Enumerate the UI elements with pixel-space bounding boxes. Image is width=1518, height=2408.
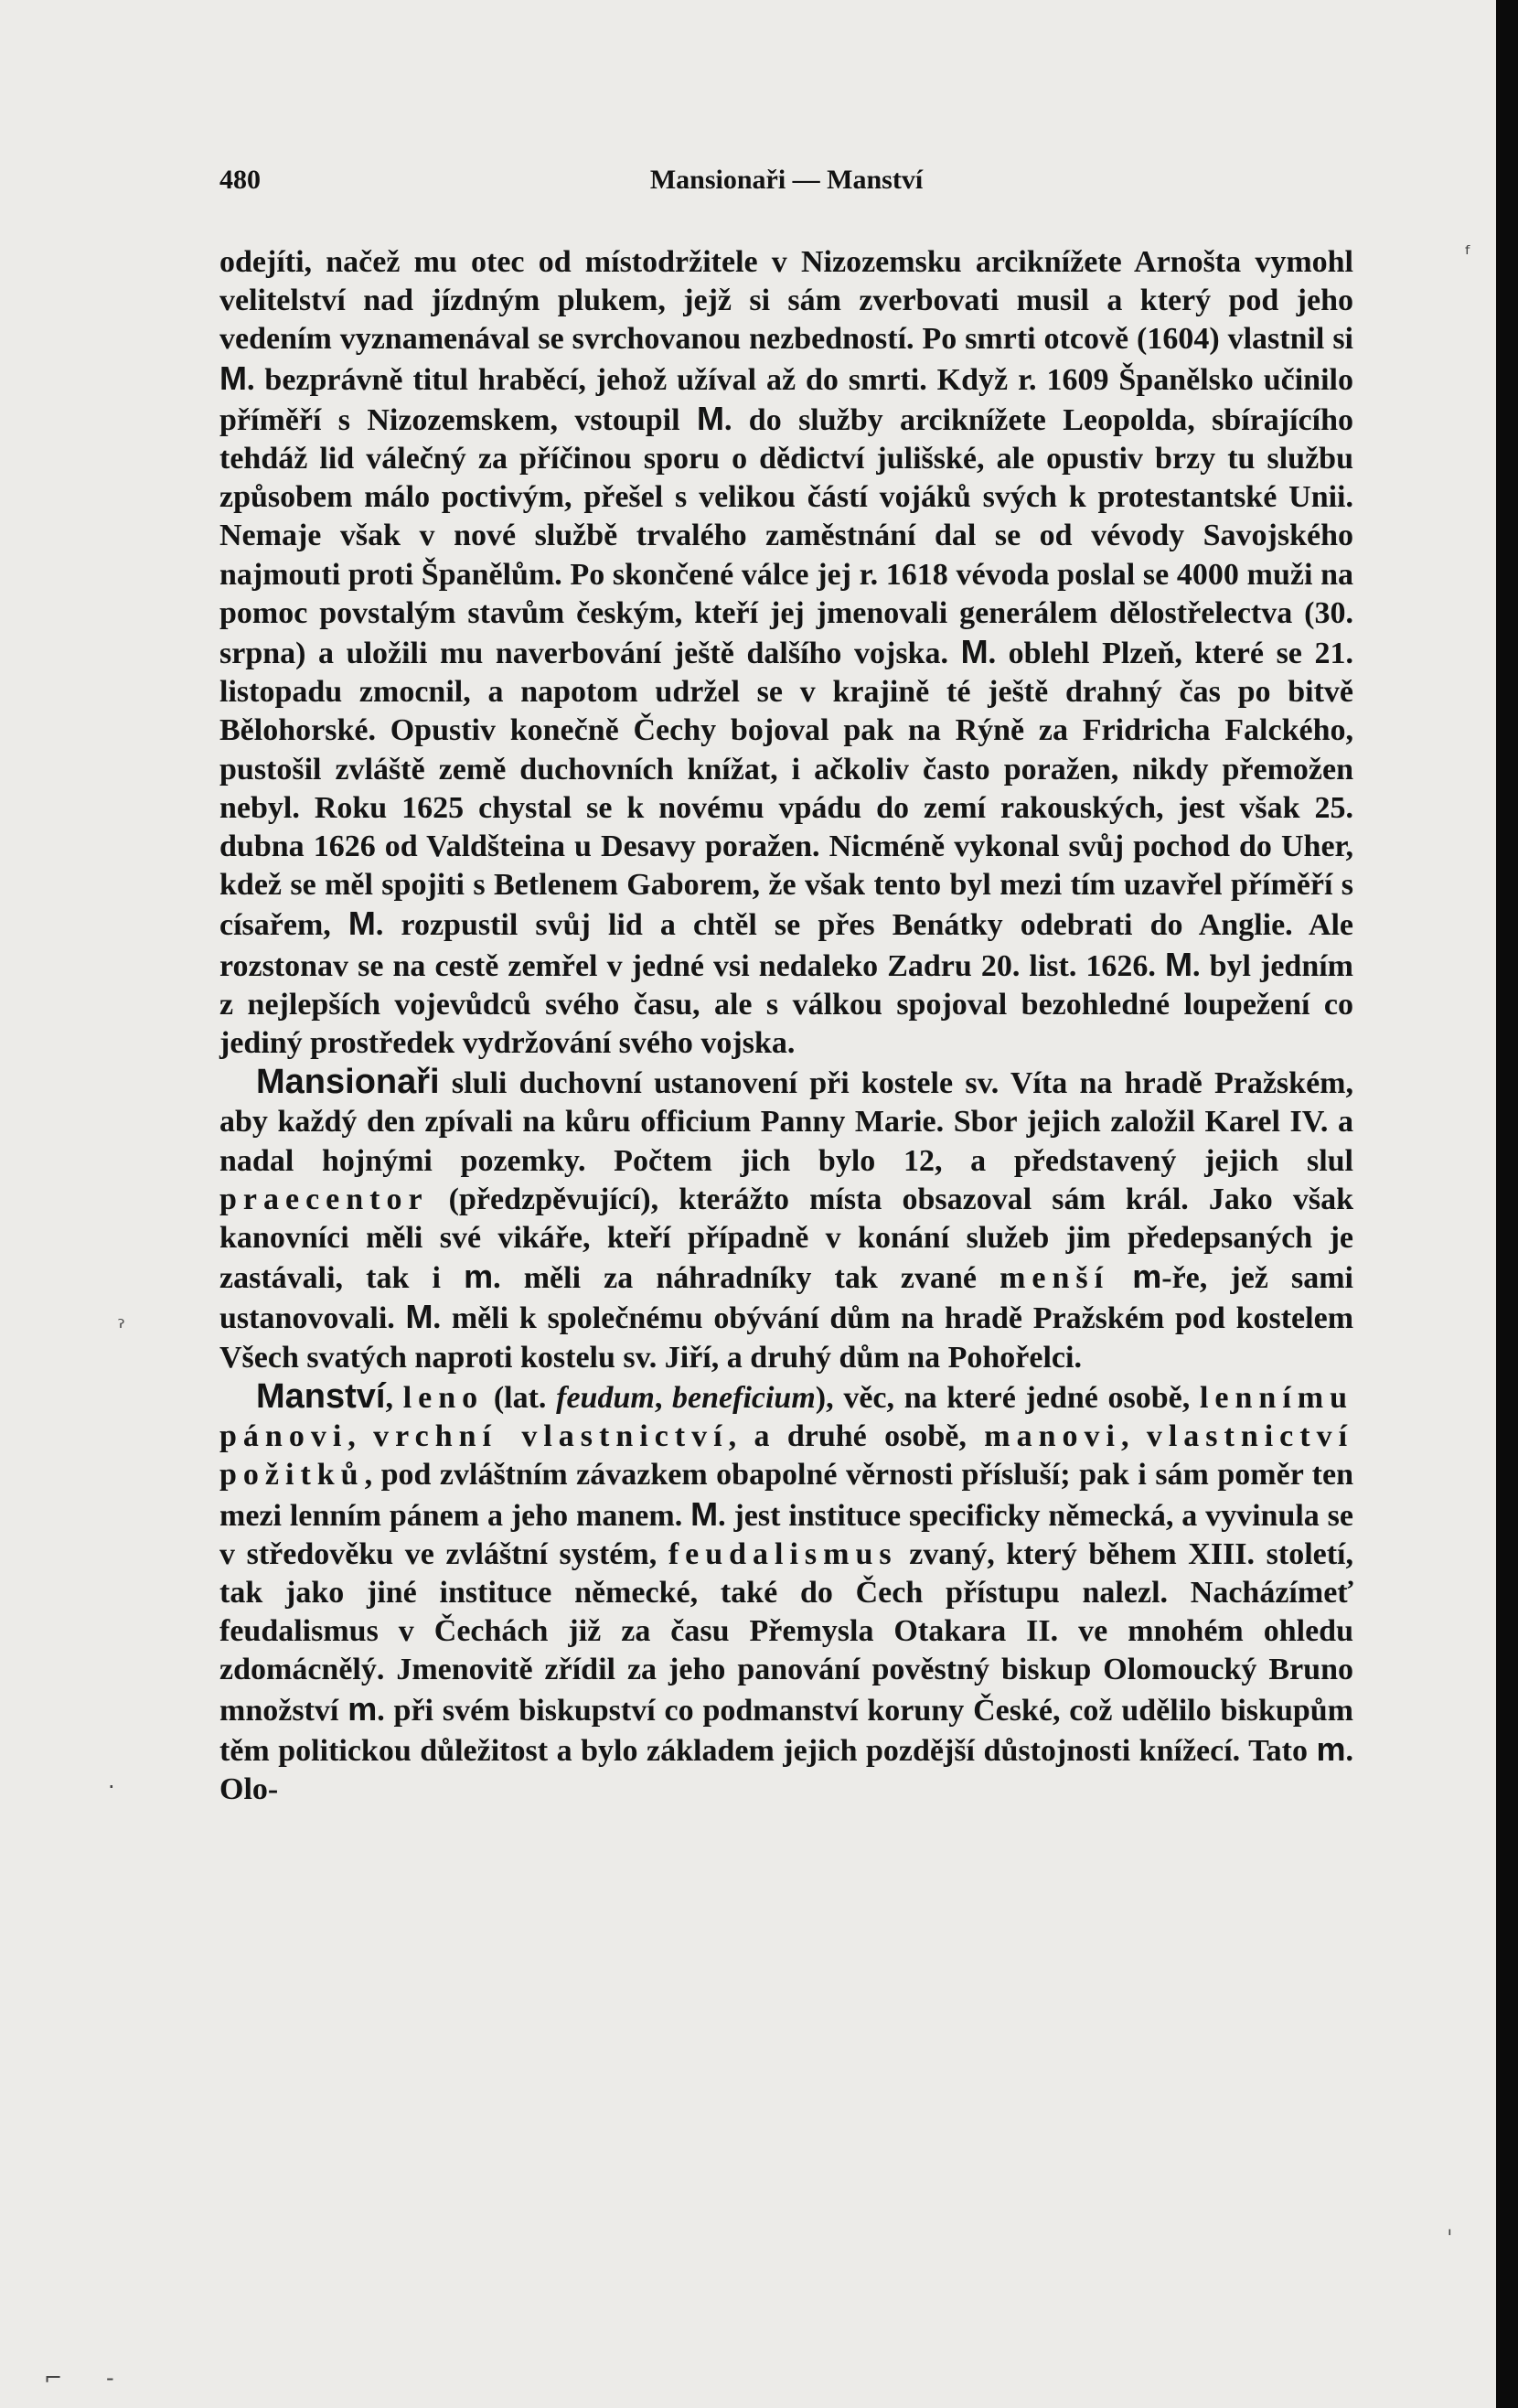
entry-headword: Manství [256,1376,386,1416]
text-run: beneficium [672,1380,816,1415]
text-run: . měli za náhradníky tak zvané [493,1261,1000,1296]
margin-mark: ⌐ [44,2365,63,2391]
text-run: . Olo- [219,1733,1353,1806]
text-run: . oblehl Plzeň, které se 21. listopadu zmocnil, a napotom udržel se v krajině té ještě drahný čas po bitvě Bělohorské. Opustiv konečně Čechy bojoval pak na Rýně za Fridricha Falckého, pustošil zvláště země duchovních knížat, i ačkoliv často poražen, nikdy přemožen nebyl. Roku 1625 chystal se k novému vpádu do zemí rakouských, jest však 25. dubna 1626 od Valdšteina u Desavy poražen. Nicméně vykonal svůj pochod do Uher, kdež se měl spojiti s Betlenem Gaborem, že však tento byl mezi tím uzavřel příměří s císařem, [219,637,1353,943]
text-run: zvaný, který během XIII. století, tak jako jiné instituce německé, také do Čech přístupu nalezl. Nacházímeť feudalismus v Čechách již za času Přemysla Otakara II. ve mnohém ohledu zdomácnělý. Jmenovitě zřídil za jeho panování pověstný biskup Olomoucký Bruno množství [219,1536,1353,1728]
text-run: . byl jedním z nejlepších vojevůdců svého času, ale s válkou spojoval bezohledné loupežení co jediný prostředek vydržování svého vojska. [219,948,1354,1061]
text-run: , [385,1380,403,1415]
text-run [1109,1261,1132,1295]
paragraph [219,1063,1353,1377]
text-run: . jest instituce specificky německá, a vyvinula se v středověku ve zvláštní systém, [219,1498,1354,1571]
text-run: , [654,1380,673,1415]
text-run: . do služby arciknížete Leopolda, sbírajícího tehdáž lid válečný za příčinou sporu o dědictví julišské, ale opustiv brzy tu službu způsobem málo poctivým, přešel s velikou částí vojáků svých k protestantské Unii. Nemaje však v nové službě trvalého zaměstnání dal se od vévody Savojského najmouti proti Španělům. Po skončené válce jej r. 1618 vévoda poslal se 4000 muži na pomoc povstalým stavům českým, kteří jej jmenovali generálem dělostřelectva (30. srpna) a uložili mu naverbování ještě dalšího vojska. [219,402,1354,671]
text-run: leno [402,1380,485,1415]
text-run: praecentor [219,1182,429,1216]
text-run: vlastnictví požitků [219,1419,1354,1493]
paragraph [219,243,1353,1063]
page-number: 480 [219,165,261,195]
page-header [219,165,1353,201]
text-run: feudalismus [668,1536,898,1571]
text-run: , a druhé osobě, [728,1419,985,1454]
text-run: (předzpěvující), kterážto místa obsazoval sám král. Jako však kanovníci měli své vikáře, kteří případně v konání služeb jim předepsaných je zastávali, tak i [219,1182,1353,1296]
text-run: M [960,633,989,671]
text-run: , [347,1419,374,1454]
text-run: M [405,1298,433,1336]
text-run: M [219,359,247,397]
text-run: vrchní vlastnictví [373,1419,729,1454]
text-run: m [464,1258,494,1296]
text-run: (lat. [484,1380,557,1415]
text-run: lennímu pánovi [219,1380,1354,1454]
body-text [219,243,1353,1809]
text-run: . bezprávně titul hraběcí, jehož užíval až do smrti. Když r. 1609 Španělsko učinilo příměří s Nizozemskem, vstoupil [219,362,1353,437]
margin-mark: ᶠ [1465,241,1472,267]
paragraph [219,1377,1353,1809]
text-run: feudum [556,1380,655,1415]
text-run: M [690,1494,719,1533]
text-run: m [1132,1258,1162,1296]
text-run: m [1316,1729,1346,1768]
entry-headword: Mansionaři [256,1063,440,1102]
text-run: -ře, jež sami ustanovovali. [219,1261,1353,1336]
text-run: menší [1000,1261,1110,1296]
running-head: Mansionaři — Manství [649,165,924,195]
text-run: . rozpustil svůj lid a chtěl se přes Benátky odebrati do Anglie. Ale rozstonav se na cestě zemřel v jedné vsi nedaleko Zadru 20. list. 1626. [219,908,1353,983]
text-run: M [696,399,724,437]
text-run: M [1165,945,1193,983]
margin-mark: ˈ [1447,2226,1453,2252]
text-run: M [347,904,376,943]
text-run: . měli k společnému obývání dům na hradě Pražském pod kostelem Všech svatých naproti kostelu sv. Jiří, a druhý dům na Pohořelci. [219,1301,1354,1375]
margin-mark: ˀ [117,1315,125,1341]
text-run: . při svém biskupství co podmanství koruny České, což udělilo biskupům těm politickou důležitost a bylo základem jejich pozdější důstojnosti knížecí. Tato [219,1693,1353,1768]
margin-mark: - [106,2365,114,2391]
text-run: , [1120,1419,1147,1454]
text-run: , pod zvláštním závazkem obapolné věrnosti přísluší; pak i sám poměr ten mezi lenním pánem a jeho manem. [219,1458,1353,1533]
text-run: ), věc, na které jedné osobě, [815,1380,1200,1415]
margin-mark: · [108,1774,115,1800]
text-run: manovi [984,1419,1121,1454]
text-run: odejíti, načež mu otec od místodržitele v Nizozemsku arciknížete Arnošta vymohl velitelství nad jízdným plukem, jejž si sám zverbovati musil a který pod jeho vedením vyznamenával se svrchovanou nezbedností. Po smrti otcově (1604) vlastnil si [219,245,1353,357]
text-run: m [347,1689,378,1728]
text-run: sluli duchovní ustanovení při kostele sv. Víta na hradě Pražském, aby každý den zpívali na kůru officium Panny Marie. Sbor jejich založil Karel IV. a nadal hojnými pozemky. Počtem jich bylo 12, a představený jejich slul [219,1066,1353,1178]
